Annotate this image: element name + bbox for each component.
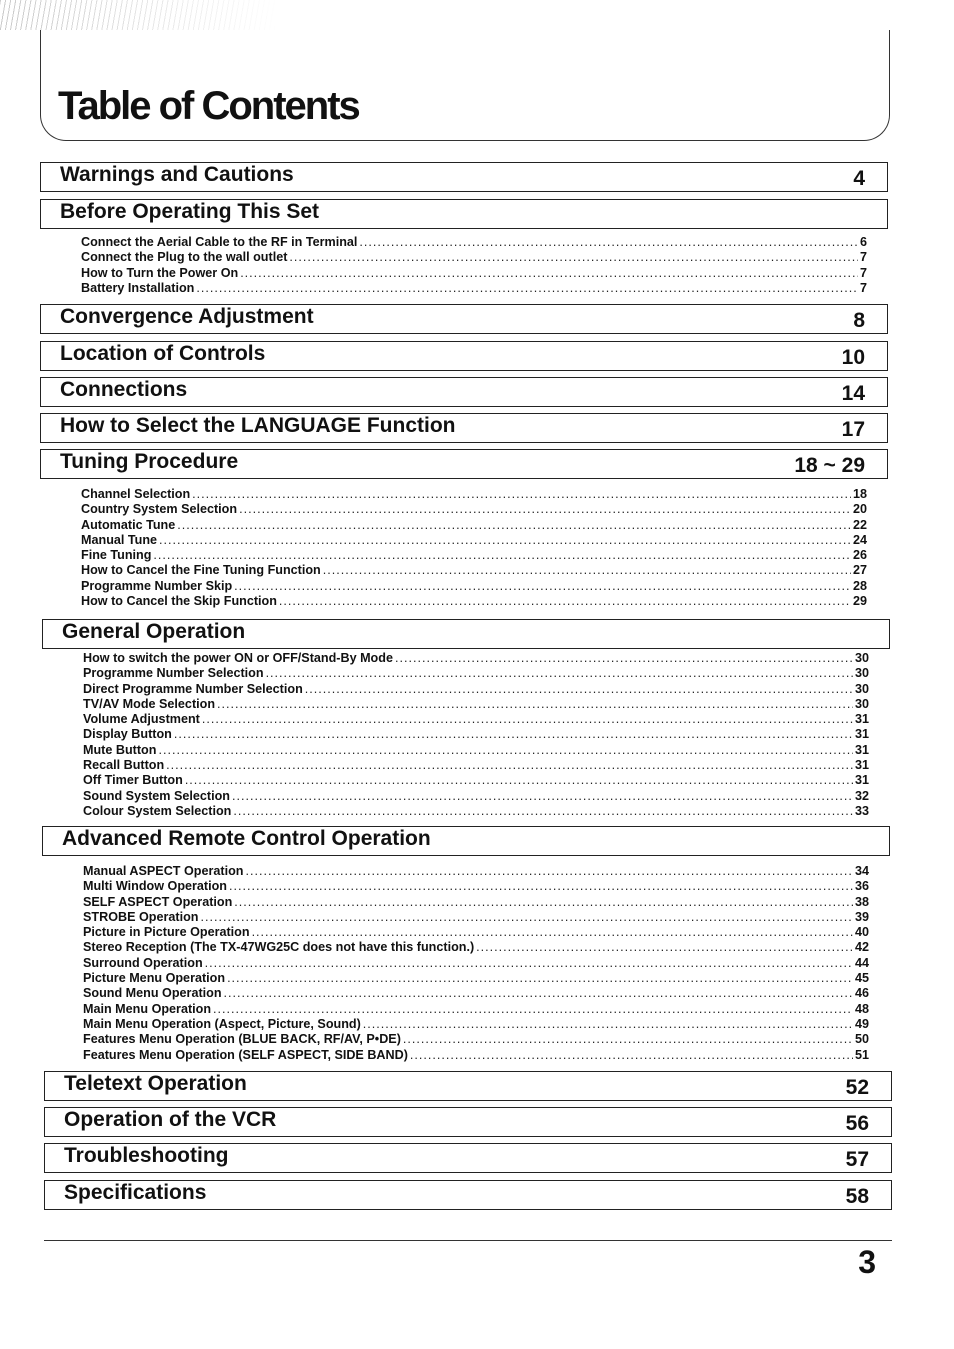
toc-entry[interactable] xyxy=(83,758,869,773)
toc-entry[interactable] xyxy=(81,533,867,548)
toc-entry[interactable] xyxy=(83,956,869,971)
toc-section-header[interactable] xyxy=(40,341,888,371)
toc-entry[interactable] xyxy=(83,743,869,758)
footer-divider xyxy=(44,1240,892,1241)
scan-noise-artifact xyxy=(0,0,280,30)
entry-label: TV/AV Mode Selection xyxy=(83,696,216,711)
entry-label: How to Cancel the Skip Function xyxy=(81,594,277,609)
entry-label: Sound Menu Operation xyxy=(83,986,222,1001)
section-title: Connections xyxy=(60,378,188,401)
toc-section-header[interactable] xyxy=(44,1180,892,1210)
section-title: Location of Controls xyxy=(60,342,266,365)
toc-section-header[interactable] xyxy=(44,1071,892,1101)
entry-page-number: 30 xyxy=(854,651,869,665)
toc-section-header[interactable] xyxy=(40,377,888,407)
dot-leader xyxy=(166,758,853,773)
dot-leader xyxy=(233,804,853,819)
entry-label: Picture in Picture Operation xyxy=(83,925,250,940)
section-page-number: 56 xyxy=(845,1112,869,1135)
entry-page-number: 20 xyxy=(852,502,867,517)
entry-label: Programme Number Skip xyxy=(81,578,233,593)
dot-leader xyxy=(266,666,853,681)
entry-label: Main Menu Operation xyxy=(83,1001,212,1016)
entry-page-number: 31 xyxy=(854,773,869,788)
entry-label: Programme Number Selection xyxy=(83,666,264,681)
entry-label: Features Menu Operation (SELF ASPECT, SIDE BAND) xyxy=(83,1047,408,1062)
toc-section-header[interactable] xyxy=(40,304,888,334)
dot-leader xyxy=(153,548,851,563)
toc-entry-list xyxy=(83,864,869,1063)
section-page-number: 8 xyxy=(853,309,865,332)
section-page-number: 4 xyxy=(853,167,865,190)
toc-entry[interactable] xyxy=(83,666,869,681)
toc-entry[interactable] xyxy=(81,579,867,594)
toc-entry[interactable] xyxy=(83,1032,869,1047)
entry-page-number: 33 xyxy=(854,803,869,818)
toc-section-header[interactable] xyxy=(44,1107,892,1137)
entry-label: How to Cancel the Fine Tuning Function xyxy=(81,563,321,578)
toc-entry[interactable] xyxy=(83,910,869,925)
entry-label: Off Timer Button xyxy=(83,773,183,788)
entry-label: Manual Tune xyxy=(81,532,158,547)
toc-entry[interactable] xyxy=(81,548,867,563)
toc-entry-list xyxy=(83,651,869,819)
entry-page-number: 7 xyxy=(859,265,867,280)
entry-label: Mute Button xyxy=(83,742,157,757)
entry-page-number: 36 xyxy=(854,879,869,894)
entry-label: How to switch the power ON or OFF/Stand-By Mode xyxy=(83,651,393,665)
section-page-number: 14 xyxy=(841,382,865,405)
toc-entry[interactable] xyxy=(81,518,867,533)
dot-leader xyxy=(200,910,853,925)
dot-leader xyxy=(234,579,851,594)
toc-entry-list xyxy=(81,235,867,296)
dot-leader xyxy=(410,1048,853,1063)
section-title: Specifications xyxy=(64,1181,207,1204)
dot-leader xyxy=(240,266,858,281)
entry-label: Stereo Reception (The TX-47WG25C does not have this function.) xyxy=(83,940,475,955)
entry-page-number: 51 xyxy=(854,1047,869,1062)
section-title: Warnings and Cautions xyxy=(60,163,294,186)
dot-leader xyxy=(224,986,853,1001)
toc-entry[interactable] xyxy=(83,804,869,819)
dot-leader xyxy=(323,563,851,578)
toc-entry[interactable] xyxy=(81,502,867,517)
entry-label: Surround Operation xyxy=(83,955,203,970)
entry-page-number: 18 xyxy=(852,487,867,501)
toc-entry[interactable] xyxy=(81,281,867,296)
entry-page-number: 30 xyxy=(854,696,869,711)
entry-label: Main Menu Operation (Aspect, Picture, Sound) xyxy=(83,1016,361,1031)
entry-page-number: 26 xyxy=(852,548,867,563)
toc-entry[interactable] xyxy=(83,1002,869,1017)
entry-page-number: 7 xyxy=(859,280,867,295)
section-page-number: 52 xyxy=(845,1076,869,1099)
entry-page-number: 46 xyxy=(854,986,869,1001)
entry-page-number: 29 xyxy=(852,594,867,609)
toc-section-header[interactable] xyxy=(40,199,888,229)
toc-entry[interactable] xyxy=(83,971,869,986)
toc-entry-list xyxy=(81,487,867,609)
dot-leader xyxy=(229,879,853,894)
dot-leader xyxy=(289,250,858,265)
toc-entry[interactable] xyxy=(83,697,869,712)
section-title: Before Operating This Set xyxy=(60,200,320,223)
section-title: Convergence Adjustment xyxy=(60,305,314,328)
entry-page-number: 45 xyxy=(854,971,869,986)
entry-label: Channel Selection xyxy=(81,487,191,501)
dot-leader xyxy=(359,235,858,250)
entry-page-number: 31 xyxy=(854,727,869,742)
entry-label: Multi Window Operation xyxy=(83,879,227,894)
section-page-number: 18 ~ 29 xyxy=(794,454,865,477)
dot-leader xyxy=(245,864,853,879)
entry-page-number: 27 xyxy=(852,563,867,578)
entry-label: Connect the Plug to the wall outlet xyxy=(81,250,288,265)
dot-leader xyxy=(185,773,853,788)
dot-leader xyxy=(213,1002,853,1017)
toc-entry[interactable] xyxy=(81,250,867,265)
entry-label: Recall Button xyxy=(83,758,165,773)
page-number: 3 xyxy=(858,1244,876,1280)
entry-page-number: 44 xyxy=(854,955,869,970)
entry-label: Battery Installation xyxy=(81,280,195,295)
dot-leader xyxy=(192,487,851,502)
toc-entry[interactable] xyxy=(83,864,869,879)
section-title: How to Select the LANGUAGE Function xyxy=(60,414,456,437)
toc-entry[interactable] xyxy=(83,651,869,666)
section-page-number: 58 xyxy=(845,1185,869,1208)
dot-leader xyxy=(196,281,858,296)
entry-page-number: 31 xyxy=(854,742,869,757)
entry-page-number: 40 xyxy=(854,925,869,940)
dot-leader xyxy=(205,956,853,971)
toc-entry[interactable] xyxy=(83,986,869,1001)
toc-entry[interactable] xyxy=(81,487,867,502)
dot-leader xyxy=(305,682,853,697)
entry-label: Connect the Aerial Cable to the RF in Terminal xyxy=(81,235,358,249)
dot-leader xyxy=(174,727,853,742)
dot-leader xyxy=(159,533,851,548)
toc-entry[interactable] xyxy=(81,594,867,609)
dot-leader xyxy=(476,940,853,955)
entry-page-number: 30 xyxy=(854,681,869,696)
section-title: General Operation xyxy=(62,620,246,643)
toc-entry[interactable] xyxy=(83,1048,869,1063)
entry-page-number: 31 xyxy=(854,712,869,727)
entry-page-number: 49 xyxy=(854,1016,869,1031)
entry-page-number: 39 xyxy=(854,909,869,924)
dot-leader xyxy=(232,789,853,804)
section-title: Tuning Procedure xyxy=(60,450,239,473)
toc-section-header[interactable] xyxy=(42,619,890,649)
toc-section-header[interactable] xyxy=(44,1143,892,1173)
section-title: Troubleshooting xyxy=(64,1144,229,1167)
dot-leader xyxy=(395,651,853,666)
toc-entry[interactable] xyxy=(81,235,867,250)
entry-page-number: 24 xyxy=(852,532,867,547)
entry-label: Features Menu Operation (BLUE BACK, RF/AV, P•DE) xyxy=(83,1032,401,1047)
toc-entry[interactable] xyxy=(83,727,869,742)
toc-entry[interactable] xyxy=(83,712,869,727)
entry-label: Colour System Selection xyxy=(83,803,232,818)
dot-leader xyxy=(234,895,853,910)
dot-leader xyxy=(239,502,851,517)
entry-label: Country System Selection xyxy=(81,502,238,517)
dot-leader xyxy=(227,971,853,986)
dot-leader xyxy=(158,743,853,758)
entry-page-number: 34 xyxy=(854,864,869,878)
dot-leader xyxy=(363,1017,853,1032)
entry-label: Direct Programme Number Selection xyxy=(83,681,303,696)
toc-entry[interactable] xyxy=(83,895,869,910)
dot-leader xyxy=(252,925,853,940)
entry-page-number: 30 xyxy=(854,666,869,681)
page-title: Table of Contents xyxy=(58,84,359,128)
entry-page-number: 22 xyxy=(852,517,867,532)
entry-label: Fine Tuning xyxy=(81,548,152,563)
dot-leader xyxy=(279,594,851,609)
section-page-number: 17 xyxy=(841,418,865,441)
toc-entry[interactable] xyxy=(83,940,869,955)
section-title: Advanced Remote Control Operation xyxy=(62,827,431,850)
dot-leader xyxy=(217,697,853,712)
dot-leader xyxy=(177,518,851,533)
entry-page-number: 28 xyxy=(852,578,867,593)
entry-page-number: 42 xyxy=(854,940,869,955)
toc-entry[interactable] xyxy=(81,266,867,281)
entry-page-number: 48 xyxy=(854,1001,869,1016)
section-title: Operation of the VCR xyxy=(64,1108,277,1131)
section-page-number: 10 xyxy=(841,346,865,369)
entry-label: Automatic Tune xyxy=(81,517,176,532)
entry-label: How to Turn the Power On xyxy=(81,265,239,280)
entry-label: Volume Adjustment xyxy=(83,712,200,727)
entry-label: Manual ASPECT Operation xyxy=(83,864,244,878)
toc-entry[interactable] xyxy=(81,563,867,578)
entry-page-number: 6 xyxy=(859,235,867,249)
entry-page-number: 7 xyxy=(859,250,867,265)
toc-entry[interactable] xyxy=(83,879,869,894)
toc-entry[interactable] xyxy=(83,789,869,804)
entry-page-number: 32 xyxy=(854,788,869,803)
toc-section-header[interactable] xyxy=(42,826,890,856)
entry-label: Picture Menu Operation xyxy=(83,971,226,986)
entry-label: SELF ASPECT Operation xyxy=(83,894,233,909)
entry-page-number: 50 xyxy=(854,1032,869,1047)
entry-label: Sound System Selection xyxy=(83,788,230,803)
toc-entry[interactable] xyxy=(83,773,869,788)
entry-page-number: 38 xyxy=(854,894,869,909)
entry-label: STROBE Operation xyxy=(83,909,199,924)
toc-section-header[interactable] xyxy=(40,449,888,479)
section-page-number: 57 xyxy=(845,1148,869,1171)
toc-section-header[interactable] xyxy=(40,413,888,443)
toc-entry[interactable] xyxy=(83,925,869,940)
toc-entry[interactable] xyxy=(83,1017,869,1032)
section-title: Teletext Operation xyxy=(64,1072,247,1095)
dot-leader xyxy=(403,1032,853,1047)
entry-label: Display Button xyxy=(83,727,172,742)
entry-page-number: 31 xyxy=(854,758,869,773)
dot-leader xyxy=(202,712,853,727)
toc-section-header[interactable] xyxy=(40,162,888,192)
toc-entry[interactable] xyxy=(83,682,869,697)
